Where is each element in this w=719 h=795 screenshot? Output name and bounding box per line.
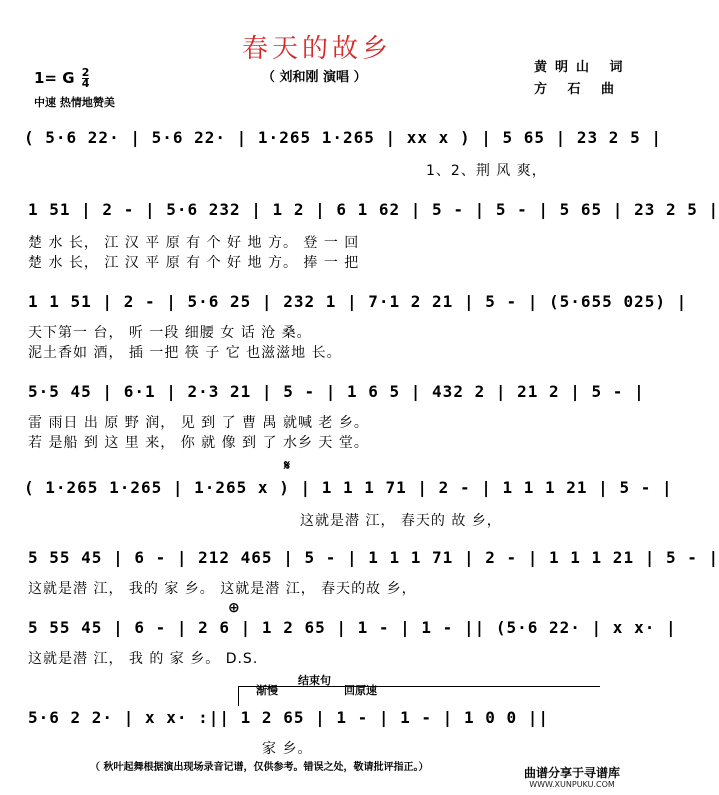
site-brand: 曲谱分享于寻谱库 xyxy=(523,766,620,780)
ritardando-marking: 渐慢 xyxy=(256,684,278,697)
lyric-row-2-verse-2: 楚 水 长， 江 汉 平 原 有 个 好 地 方。 捧 一 把 xyxy=(28,255,360,271)
lyric-row-5: 这就是潜 江， 春天的 故 乡， xyxy=(300,513,502,529)
transcription-note: （ 秋叶起舞根据演出现场录音记谱，仅供参考。错误之处，敬请批评指正。） xyxy=(90,762,429,773)
lyricist-credit: 黄明山 词 xyxy=(534,60,631,75)
song-title: 春天的故乡 xyxy=(242,34,393,64)
tempo-marking: 中速 热情地赞美 xyxy=(34,96,115,109)
performer-credit: （ 刘和刚 演唱 ） xyxy=(262,70,367,85)
lyric-row-7: 这就是潜 江， 我 的 家 乡。 D.S. xyxy=(28,651,259,667)
lyric-row-4-verse-2: 若 是船 到 这 里 来， 你 就 像 到 了 水乡 天 堂。 xyxy=(28,435,369,451)
composer-credit: 方 石 曲 xyxy=(534,82,623,97)
time-top: 2 xyxy=(81,66,90,79)
site-url: WWW.XUNPUKU.COM xyxy=(529,780,615,789)
lyric-row-8: 家 乡。 xyxy=(262,741,313,757)
lyric-row-3-verse-1: 天下第一 台， 听 一段 细腰 女 话 沧 桑。 xyxy=(28,325,312,341)
time-bottom: 4 xyxy=(81,77,90,90)
lyric-row-6: 这就是潜 江， 我的 家 乡。 这就是潜 江， 春天的故 乡， xyxy=(28,581,417,597)
lyric-row-3-verse-2: 泥土香如 酒， 插 一把 筷 子 它 也滋滋地 长。 xyxy=(28,345,342,361)
time-signature xyxy=(82,68,90,89)
a-tempo-marking: 回原速 xyxy=(344,684,377,697)
notation-row-3: 1 1 51 | 2 - | 5·6 25 | 232 1 | 7·1 2 21 | 5 - | (5·655 025) | xyxy=(28,292,688,311)
key-label: 1= G xyxy=(34,69,75,87)
notation-row-1: ( 5·6 22· | 5·6 22· | 1·265 1·265 | xx x ) | 5 65 | 23 2 5 | xyxy=(24,128,662,147)
lyric-row-4-verse-1: 雷 雨日 出 原 野 润， 见 到 了 曹 禺 就喊 老 乡。 xyxy=(28,415,369,431)
coda-sign: ⊕ xyxy=(228,600,240,616)
ending-bracket-line xyxy=(238,686,600,687)
notation-row-8: 5·6 2 2· | x x· :|| 1 2 65 | 1 - | 1 - | 1 0 0 || xyxy=(28,708,550,727)
notation-row-7: 5 55 45 | 6 - | 2 6 | 1 2 65 | 1 - | 1 - || (5·6 22· | x x· | xyxy=(28,618,677,637)
ending-bracket-left xyxy=(238,686,239,706)
notation-row-4: 5·5 45 | 6·1 | 2·3 21 | 5 - | 1 6 5 | 432 2 | 21 2 | 5 - | xyxy=(28,382,645,401)
ending-phrase-label: 结束句 xyxy=(298,674,331,687)
lyric-row-1-verse-1: 1、2、荆 风 爽， xyxy=(426,163,547,179)
notation-row-6: 5 55 45 | 6 - | 212 465 | 5 - | 1 1 1 71 | 2 - | 1 1 1 21 | 5 - | xyxy=(28,548,719,567)
segno-sign: 𝄋 xyxy=(284,458,291,474)
lyric-row-2-verse-1: 楚 水 长， 江 汉 平 原 有 个 好 地 方。 登 一 回 xyxy=(28,235,360,251)
key-signature xyxy=(34,68,89,89)
notation-row-2: 1 51 | 2 - | 5·6 232 | 1 2 | 6 1 62 | 5 - | 5 - | 5 65 | 23 2 5 | xyxy=(28,200,719,219)
notation-row-5: ( 1·265 1·265 | 1·265 x ) | 1 1 1 71 | 2 - | 1 1 1 21 | 5 - | xyxy=(24,478,673,497)
